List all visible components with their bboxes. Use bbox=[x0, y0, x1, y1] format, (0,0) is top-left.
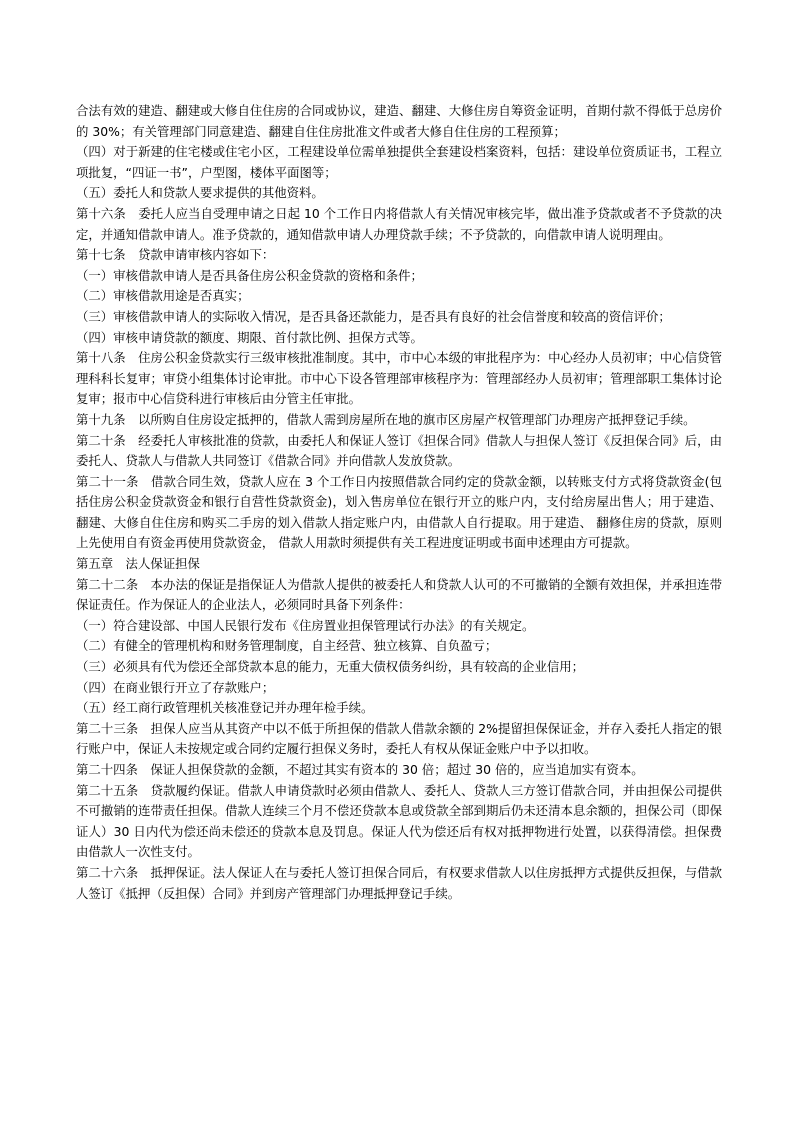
paragraph: （二）审核借款用途是否真实； bbox=[76, 288, 250, 304]
paragraph: （三）必须具有代为偿还全部贷款本息的能力，无重大债权债务纠纷，具有较高的企业信用； bbox=[76, 659, 585, 675]
article-25: 第二十五条 贷款履约保证。借款人申请贷款时必须由借款人、委托人、贷款人三方签订借款合同，并由担保公司提供不可撤销的连带责任担保。借款人连续三个月不偿还贷款本息或贷款全部到期后仍未还清本息余额的，担保公司（即保证人）30 日内代为偿还尚未偿还的贷款本息及罚息。保证人代为偿还后有权对抵押物进行处置，以获得清偿。担保费由借款人一次性支付。 bbox=[76, 782, 722, 860]
article-23: 第二十三条 担保人应当从其资产中以不低于所担保的借款人借款余额的 2%提留担保保证金，并存入委托人指定的银行账户中，保证人未按规定或合同约定履行担保义务时，委托人有权从保证金账户中予以扣收。 bbox=[76, 720, 722, 757]
article-18: 第十八条 住房公积金贷款实行三级审核批准制度。其中，市中心本级的审批程序为：中心经办人员初审；中心信贷管理科科长复审；审贷小组集体讨论审批。市中心下设各管理部审核程序为：管理部经办人员初审；管理部职工集体讨论复审；报市中心信贷科进行审核后由分管主任审批。 bbox=[76, 350, 722, 407]
paragraph: （四）对于新建的住宅楼或住宅小区，工程建设单位需单独提供全套建设档案资料，包括：建设单位资质证书，工程立项批复，“四证一书”，户型图，楼体平面图等； bbox=[76, 144, 722, 180]
article-17: 第十七条 贷款申请审核内容如下： bbox=[76, 247, 275, 263]
article-19: 第十九条 以所购自住房设定抵押的，借款人需到房屋所在地的旗市区房屋产权管理部门办理房产抵押登记手续。 bbox=[76, 411, 696, 427]
article-26: 第二十六条 抵押保证。法人保证人在与委托人签订担保合同后，有权要求借款人以住房抵押方式提供反担保，与借款人签订《抵押（反担保）合同》并到房产管理部门办理抵押登记手续。 bbox=[76, 864, 722, 901]
document-body bbox=[76, 101, 722, 904]
chapter-heading: 第五章 法人保证担保 bbox=[76, 556, 200, 572]
paragraph: （四）在商业银行开立了存款账户； bbox=[76, 679, 275, 695]
paragraph: （四）审核申请贷款的额度、期限、首付款比例、担保方式等。 bbox=[76, 329, 423, 345]
paragraph: （一）符合建设部、中国人民银行发布《住房置业担保管理试行办法》的有关规定。 bbox=[76, 617, 535, 633]
paragraph: （三）审核借款申请人的实际收入情况，是否具备还款能力，是否具有良好的社会信誉度和较高的资信评价； bbox=[76, 308, 671, 324]
paragraph: （五）委托人和贷款人要求提供的其他资料。 bbox=[76, 185, 324, 201]
paragraph: 合法有效的建造、翻建或大修自住住房的合同或协议，建造、翻建、大修住房自筹资金证明，首期付款不得低于总房价的 30%；有关管理部门同意建造、翻建自住住房批准文件或者大修自住住房的工程预算； bbox=[76, 103, 722, 139]
article-24: 第二十四条 保证人担保贷款的金额，不超过其实有资本的 30 倍；超过 30 倍的，应当追加实有资本。 bbox=[76, 762, 644, 777]
paragraph: （五）经工商行政管理机关核准登记并办理年检手续。 bbox=[76, 700, 374, 716]
article-20: 第二十条 经委托人审核批准的贷款，由委托人和保证人签订《担保合同》借款人与担保人签订《反担保合同》后，由委托人、贷款人与借款人共同签订《借款合同》并向借款人发放贷款。 bbox=[76, 432, 722, 469]
paragraph: （二）有健全的管理机构和财务管理制度，自主经营、独立核算、自负盈亏； bbox=[76, 638, 498, 654]
article-16: 第十六条 委托人应当自受理申请之日起 10 个工作日内将借款人有关情况审核完毕，做出准予贷款或者不予贷款的决定，并通知借款申请人。准予贷款的，通知借款申请人办理贷款手续；不予贷款的，向借款申请人说明理由。 bbox=[76, 205, 722, 242]
article-22: 第二十二条 本办法的保证是指保证人为借款人提供的被委托人和贷款人认可的不可撤销的全额有效担保，并承担连带保证责任。作为保证人的企业法人，必须同时具备下列条件： bbox=[76, 576, 722, 613]
paragraph: （一）审核借款申请人是否具备住房公积金贷款的资格和条件； bbox=[76, 267, 423, 283]
article-21: 第二十一条 借款合同生效，贷款人应在 3 个工作日内按照借款合同约定的贷款金额，以转账支付方式将贷款资金(包括住房公积金贷款资金和银行自营性贷款资金)，划入售房单位在银行开立的账户内，支付给房屋出售人；用于建造、翻建、大修自住住房和购买二手房的划入借款人指定账户内，由借款人自行提取。用于建造、 翻修住房的贷款，原则上先使用自有资金再使用贷款资金， 借款人用款时须提供有关工程进度证明或书面申述理由方可提款。 bbox=[76, 473, 722, 551]
